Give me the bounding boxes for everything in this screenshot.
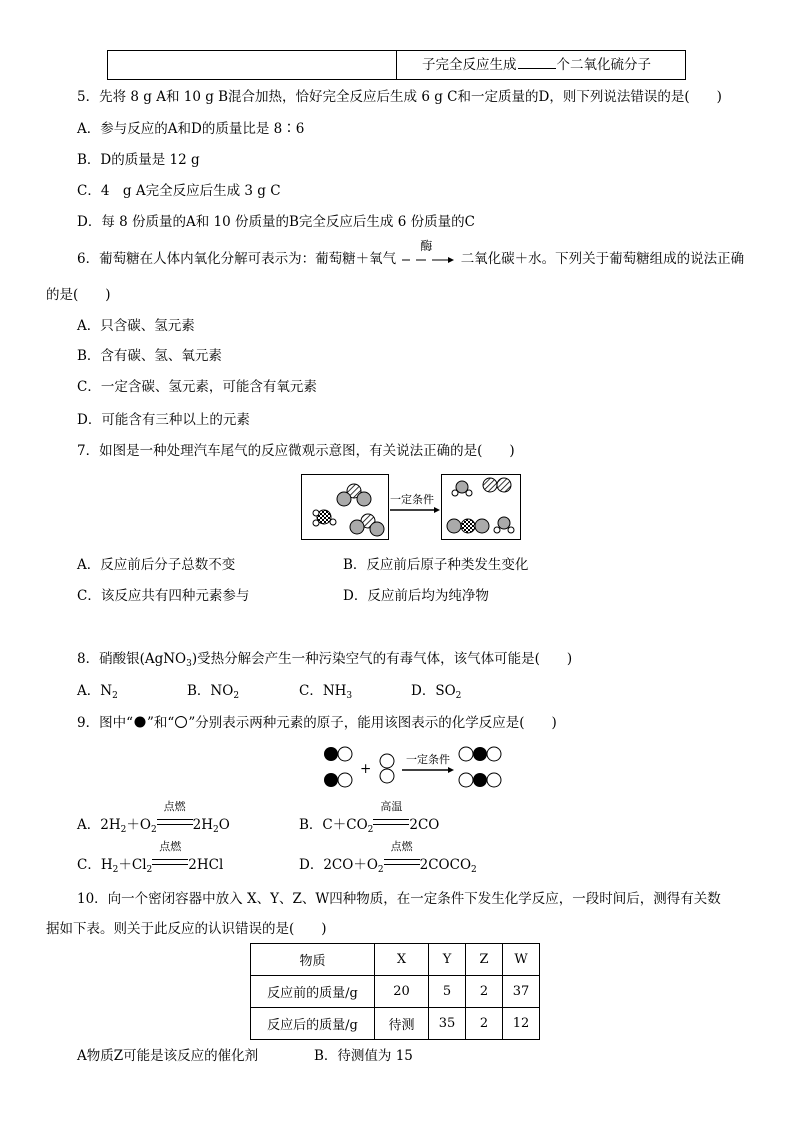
table-cell: 2	[466, 976, 503, 1008]
header-cell: Z	[466, 944, 503, 976]
table-cell: 反应后的质量/g	[251, 1008, 375, 1040]
table-header-row	[251, 944, 540, 976]
q7-stem: 7．如图是一种处理汽车尾气的反应微观示意图，有关说法正确的是( )	[77, 443, 515, 459]
black-atom-icon	[133, 716, 147, 728]
q5-option-a: A．参与反应的A和D的质量比是 8∶6	[77, 121, 305, 137]
q9-stem-a: 9．图中“	[77, 715, 133, 731]
header-cell: 物质	[251, 944, 375, 976]
q7-condition-label: 一定条件	[390, 493, 434, 506]
table-cell: 37	[503, 976, 540, 1008]
q6-stem-a: 6．葡萄糖在人体内氧化分解可表示为：葡萄糖＋氧气	[77, 251, 397, 267]
q9-reactant-molecules-icon	[322, 744, 356, 790]
q9-condition-label: 一定条件	[406, 753, 450, 766]
q8-option-b: B．$NO_2$	[187, 683, 240, 701]
q8-stem-sub: 3	[186, 659, 192, 669]
q9-white-molecule-icon	[378, 752, 396, 786]
q6-stem-line2: 的是( )	[46, 287, 111, 303]
q9-plus: +	[360, 761, 372, 777]
q6-option-d: D．可能含有三种以上的元素	[77, 412, 250, 428]
fill-blank	[518, 56, 556, 69]
q9-option-d: D．$2CO+O_2$ 点燃 $2COCO_2$	[299, 840, 477, 875]
q8-stem	[77, 650, 572, 668]
q9-stem-c: ”分别表示两种元素的原子，能用该图表示的化学反应是( )	[188, 715, 557, 731]
table-cell: 反应前的质量/g	[251, 976, 375, 1008]
q9-option-a: A．$2H_2+O_2$ 点燃 $2H_2O$	[77, 800, 230, 835]
q6-option-a: A．只含碳、氢元素	[77, 318, 195, 334]
q7-option-a: A．反应前后分子总数不变	[77, 557, 236, 573]
q9-option-c: C．$H_2+Cl_2$ 点燃 2HCl	[77, 840, 224, 875]
q10-option-b: B．待测值为 15	[314, 1048, 413, 1064]
q8-stem-b: )受热分解会产生一种污染空气的有毒气体，该气体可能是( )	[191, 651, 573, 667]
q9-stem	[77, 714, 557, 732]
q8-option-d: D．$SO_2$	[411, 683, 462, 701]
reactant-molecules-icon	[302, 475, 388, 539]
table-cell: 待测	[375, 1008, 429, 1040]
white-atom-icon	[174, 716, 188, 728]
table-cell: 12	[503, 1008, 540, 1040]
burn-equals-sign: 点燃	[157, 813, 193, 829]
q10-stem-line2: 据如下表。则关于此反应的认识错误的是( )	[46, 921, 327, 937]
header-cell: W	[503, 944, 540, 976]
table-row	[251, 1008, 540, 1040]
table-divider	[396, 51, 397, 79]
table-cell: 35	[429, 1008, 466, 1040]
q6-option-b: B．含有碳、氢、氧元素	[77, 348, 222, 364]
q10-option-a: A物质Z可能是该反应的催化剂	[77, 1048, 259, 1064]
q6-stem-line1	[77, 239, 745, 268]
q10-stem-line1: 10．向一个密闭容器中放入 X、Y、Z、W四种物质，在一定条件下发生化学反应，一段时间后，测得有关数	[77, 891, 721, 907]
q5-option-c: C．4 g A完全反应后生成 3 g C	[77, 183, 281, 199]
q6-stem-b: 二氧化碳＋水。下列关于葡萄糖组成的说法正确	[460, 251, 745, 267]
q8-stem-a: 8．硝酸银(AgNO	[77, 651, 187, 667]
table-row	[251, 976, 540, 1008]
cell-text-b: 个二氧化硫分子	[556, 57, 651, 73]
enzyme-label: 酶	[420, 239, 433, 253]
table-cell-text	[422, 56, 651, 74]
q5-option-d: D．每 8 份质量的A和 10 份质量的B完全反应后生成 6 份质量的C	[77, 214, 475, 230]
q9-product-molecules-icon	[457, 744, 503, 790]
cell-text-a: 子完全反应生成	[422, 57, 517, 73]
enzyme-arrow	[400, 239, 456, 268]
q6-option-c: C．一定含碳、氢元素，可能含有氧元素	[77, 379, 317, 395]
q5-stem: 5．先将 8 g A和 10 g B混合加热，恰好完全反应后生成 6 g C和一定质量的D，则下列说法错误的是( )	[77, 89, 722, 105]
table-cell: 5	[429, 976, 466, 1008]
q7-option-b: B．反应前后原子种类发生变化	[343, 557, 529, 573]
q7-arrow-icon	[390, 506, 440, 514]
product-molecules-icon	[442, 475, 520, 539]
table-cell: 2	[466, 1008, 503, 1040]
header-cell: Y	[429, 944, 466, 976]
q9-arrow-icon	[402, 766, 454, 774]
q7-products-box	[441, 474, 521, 540]
reaction-arrow-icon	[400, 250, 456, 268]
q7-option-d: D．反应前后均为纯净物	[343, 588, 489, 604]
high-temp-equals-sign: 高温	[373, 813, 409, 829]
q5-option-b: B．D的质量是 12 g	[77, 152, 200, 168]
q9-option-b: B．$C+CO_2$ 高温 2CO	[299, 800, 440, 835]
header-cell: X	[375, 944, 429, 976]
burn-equals-sign: 点燃	[384, 853, 420, 869]
q10-data-table	[250, 943, 540, 1040]
q7-reactants-box	[301, 474, 389, 540]
q7-option-c: C．该反应共有四种元素参与	[77, 588, 250, 604]
burn-equals-sign: 点燃	[152, 853, 188, 869]
table-cell: 20	[375, 976, 429, 1008]
q8-option-c: C．$NH_3$	[299, 683, 353, 701]
q9-stem-b: ”和“	[147, 715, 175, 731]
top-table-fragment	[107, 50, 686, 80]
q8-option-a: A．$N_2$	[77, 683, 118, 701]
